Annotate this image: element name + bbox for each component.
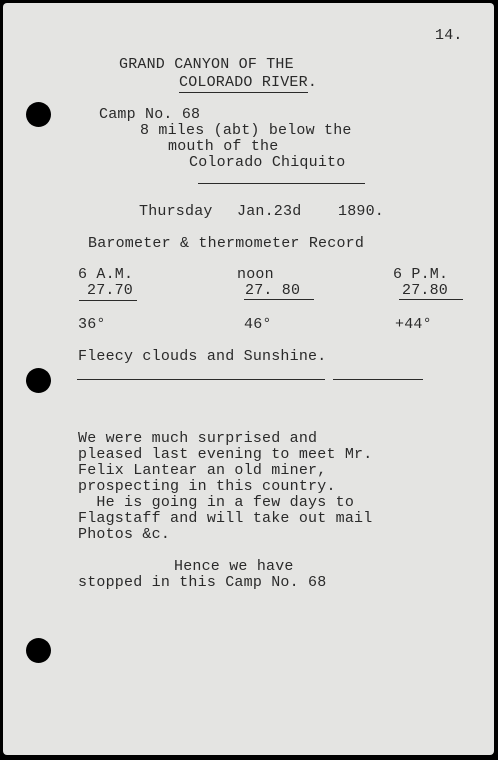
binder-hole-bottom: [26, 638, 51, 663]
weather-rule-right: [333, 379, 423, 380]
reading-temperature-evening: +44°: [395, 316, 432, 333]
page-number: 14.: [435, 27, 463, 44]
reading-time-noon: noon: [237, 266, 274, 283]
barometer-rule-morning: [79, 300, 137, 301]
reading-barometer-morning: 27.70: [87, 282, 134, 299]
date-text: Jan.23d: [237, 203, 302, 220]
location-rule: [198, 183, 365, 184]
reading-time-evening: 6 P.M.: [393, 266, 449, 283]
reading-temperature-noon: 46°: [244, 316, 272, 333]
record-heading: Barometer & thermometer Record: [88, 235, 365, 252]
date-day: Thursday: [139, 203, 213, 220]
barometer-rule-noon: [244, 299, 314, 300]
reading-barometer-noon: 27. 80: [245, 282, 301, 299]
binder-hole-top: [26, 102, 51, 127]
body-line-4: prospecting in this country.: [78, 478, 336, 495]
reading-barometer-evening: 27.80: [402, 282, 449, 299]
body-line-6: Flagstaff and will take out mail: [78, 510, 373, 527]
date-year: 1890.: [338, 203, 385, 220]
binder-hole-middle: [26, 368, 51, 393]
closing-line-2: stopped in this Camp No. 68: [78, 574, 327, 591]
weather-note: Fleecy clouds and Sunshine.: [78, 348, 327, 365]
document-page: [3, 3, 494, 755]
title-line-1: GRAND CANYON OF THE: [119, 56, 294, 73]
weather-rule-left: [77, 379, 325, 380]
body-line-5: He is going in a few days to: [78, 494, 355, 511]
location-line-3: Colorado Chiquito: [189, 154, 346, 171]
body-line-3: Felix Lantear an old miner,: [78, 462, 327, 479]
barometer-rule-evening: [399, 299, 463, 300]
title-punctuation: .: [307, 74, 318, 91]
reading-temperature-morning: 36°: [78, 316, 106, 333]
location-line-2: mouth of the: [168, 138, 279, 155]
closing-line-1: Hence we have: [174, 558, 294, 575]
location-line-1: 8 miles (abt) below the: [140, 122, 352, 139]
body-line-7: Photos &c.: [78, 526, 171, 543]
reading-time-morning: 6 A.M.: [78, 266, 134, 283]
title-line-2: [179, 74, 317, 91]
body-line-2: pleased last evening to meet Mr.: [78, 446, 373, 463]
camp-number: Camp No. 68: [99, 106, 201, 123]
body-line-1: We were much surprised and: [78, 430, 318, 447]
title-line-2-text: COLORADO RIVER: [179, 74, 308, 91]
